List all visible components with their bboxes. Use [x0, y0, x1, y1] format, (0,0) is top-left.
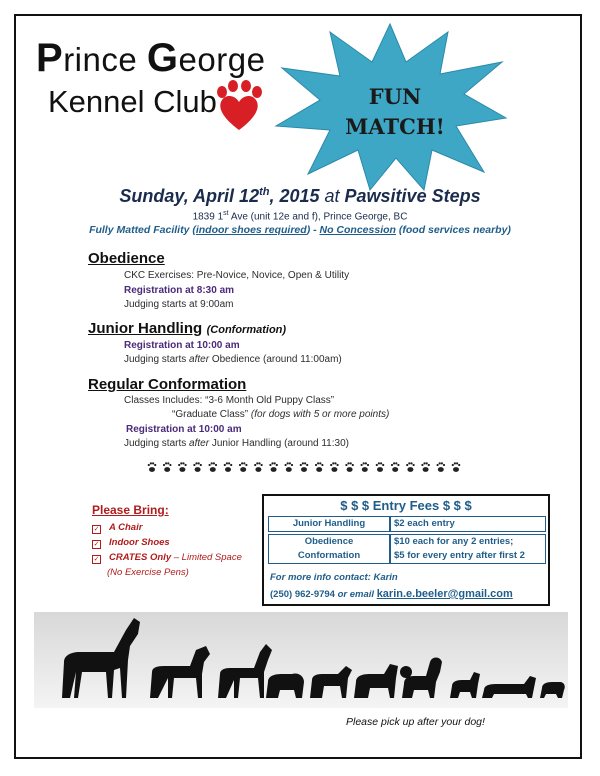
bring-item-no-pens: (No Exercise Pens) — [107, 567, 189, 578]
paw-print-icon — [315, 462, 324, 472]
paw-print-icon — [163, 462, 172, 472]
contact-details — [270, 588, 513, 600]
paw-print-divider-icon — [146, 460, 466, 474]
paw-print-icon — [361, 462, 370, 472]
contact-email-link[interactable]: karin.e.beeler@gmail.com — [376, 588, 513, 600]
paw-print-icon — [376, 462, 385, 472]
badge-line1: FUN — [368, 84, 422, 109]
facility-no-concession: No Concession — [319, 224, 396, 236]
junior-judging-b: after — [189, 354, 210, 365]
conformation-registration: Registration at 10:00 am — [126, 424, 242, 435]
junior-heading-line — [88, 320, 286, 338]
address-sup: st — [223, 210, 229, 217]
obedience-registration: Registration at 8:30 am — [124, 285, 235, 296]
heart-paw-icon — [210, 80, 268, 132]
conformation-heading: Regular Conformation — [88, 376, 247, 393]
badge-line2: MATCH! — [345, 114, 445, 139]
contact-name: Karin — [373, 572, 398, 583]
paw-print-icon — [406, 462, 415, 472]
paw-print-icon — [285, 462, 294, 472]
facility-indoor-shoes: indoor shoes required — [195, 224, 307, 236]
bring-crates-note: – Limited Space — [171, 552, 242, 563]
facility-a: Fully Matted Facility ( — [89, 224, 196, 236]
junior-judging-a: Judging starts — [124, 354, 190, 365]
club-name-kennel-club: Kennel Club — [48, 84, 217, 119]
paw-print-icon — [330, 462, 339, 472]
address-suffix: Ave (unit 12e and f), Prince George, BC — [228, 211, 408, 223]
footer-message: Please pick up after your dog! — [346, 716, 485, 728]
conf-judging-a: Judging starts — [124, 438, 190, 449]
paw-print-icon — [193, 462, 202, 472]
conformation-classes-2 — [172, 409, 389, 420]
fun-match-text — [340, 82, 450, 142]
paw-print-icon — [437, 462, 446, 472]
entry-fees-heading: $ $ $ Entry Fees $ $ $ — [340, 498, 472, 513]
facility-notes — [0, 224, 600, 236]
dog-silhouettes-icon — [34, 612, 568, 708]
paw-print-icon — [148, 462, 157, 472]
event-venue: Pawsitive Steps — [344, 186, 481, 206]
at-word: at — [319, 186, 345, 206]
obedience-exercises: CKC Exercises: Pre-Novice, Novice, Open & Utility — [124, 270, 350, 281]
bring-item-chair — [92, 522, 142, 533]
club-name-line2 — [48, 84, 217, 120]
date-suffix-sup: th — [259, 186, 270, 198]
paw-print-icon — [178, 462, 187, 472]
paw-print-icon — [269, 462, 278, 472]
junior-registration: Registration at 10:00 am — [124, 340, 240, 351]
fee-conformation-value: $5 for every entry after first 2 — [394, 550, 525, 561]
junior-judging — [124, 354, 342, 365]
junior-judging-c: Obedience (around 11:00am) — [209, 354, 342, 365]
checkbox-icon: ✓ — [93, 556, 100, 563]
obedience-heading: Obedience — [88, 250, 165, 267]
fee-junior-value: $2 each entry — [390, 516, 546, 532]
checkbox-icon: ✓ — [93, 541, 100, 548]
bring-crates-label: CRATES Only — [109, 552, 172, 563]
conf-judging-b: after — [189, 438, 210, 449]
fee-conformation-label: Conformation — [297, 550, 361, 561]
facility-c: ) - — [306, 224, 320, 236]
paw-print-icon — [421, 462, 430, 472]
event-address — [0, 210, 600, 222]
junior-sub: (Conformation) — [206, 324, 287, 336]
paw-print-icon — [239, 462, 248, 472]
please-bring-heading: Please Bring: — [92, 503, 169, 517]
event-date-line — [0, 186, 600, 207]
paw-print-icon — [452, 462, 461, 472]
paw-print-icon — [224, 462, 233, 472]
fee-ob-conf-values — [390, 534, 546, 564]
paw-print-icon — [391, 462, 400, 472]
facility-e: (food services nearby) — [395, 224, 511, 236]
obedience-judging: Judging starts at 9:00am — [124, 299, 234, 310]
club-name-line1 — [36, 36, 265, 81]
checkbox-icon: ✓ — [93, 526, 100, 533]
title-rest-2: eorge — [178, 41, 266, 78]
contact-label: For more info contact: — [270, 572, 374, 583]
address-prefix: 1839 1 — [192, 211, 224, 223]
dog-silhouettes-band — [34, 612, 568, 708]
paw-print-icon — [300, 462, 309, 472]
conformation-judging — [124, 438, 349, 449]
bring-item-shoes — [92, 537, 170, 548]
contact-line — [270, 572, 398, 583]
paw-print-icon — [345, 462, 354, 472]
title-initial-p: P — [36, 36, 64, 80]
entry-fees-box — [262, 494, 550, 606]
bring-shoes-label: Indoor Shoes — [109, 537, 170, 548]
conf-judging-c: Junior Handling (around 11:30) — [209, 438, 349, 449]
graduate-class: “Graduate Class” — [172, 409, 249, 420]
graduate-class-note: (for dogs with 5 or more points) — [248, 409, 390, 420]
fee-ob-conf-labels — [268, 534, 390, 564]
contact-phone: (250) 962-9794 — [270, 589, 335, 600]
contact-or-email: or email — [334, 589, 377, 600]
title-rest-1: rince — [63, 41, 147, 78]
event-date: Sunday, April 12 — [119, 186, 260, 206]
fee-obedience-label: Obedience — [304, 536, 354, 547]
fee-junior-label: Junior Handling — [268, 516, 390, 532]
title-initial-g: G — [146, 36, 179, 80]
junior-heading: Junior Handling — [88, 320, 203, 337]
paw-print-icon — [254, 462, 263, 472]
fee-obedience-value: $10 each for any 2 entries; — [394, 536, 514, 547]
event-year: , 2015 — [269, 186, 320, 206]
conformation-classes-1: Classes Includes: “3-6 Month Old Puppy Class” — [124, 395, 335, 406]
bring-chair-label: A Chair — [109, 522, 143, 533]
paw-print-icon — [209, 462, 218, 472]
bring-item-crates — [92, 552, 242, 563]
